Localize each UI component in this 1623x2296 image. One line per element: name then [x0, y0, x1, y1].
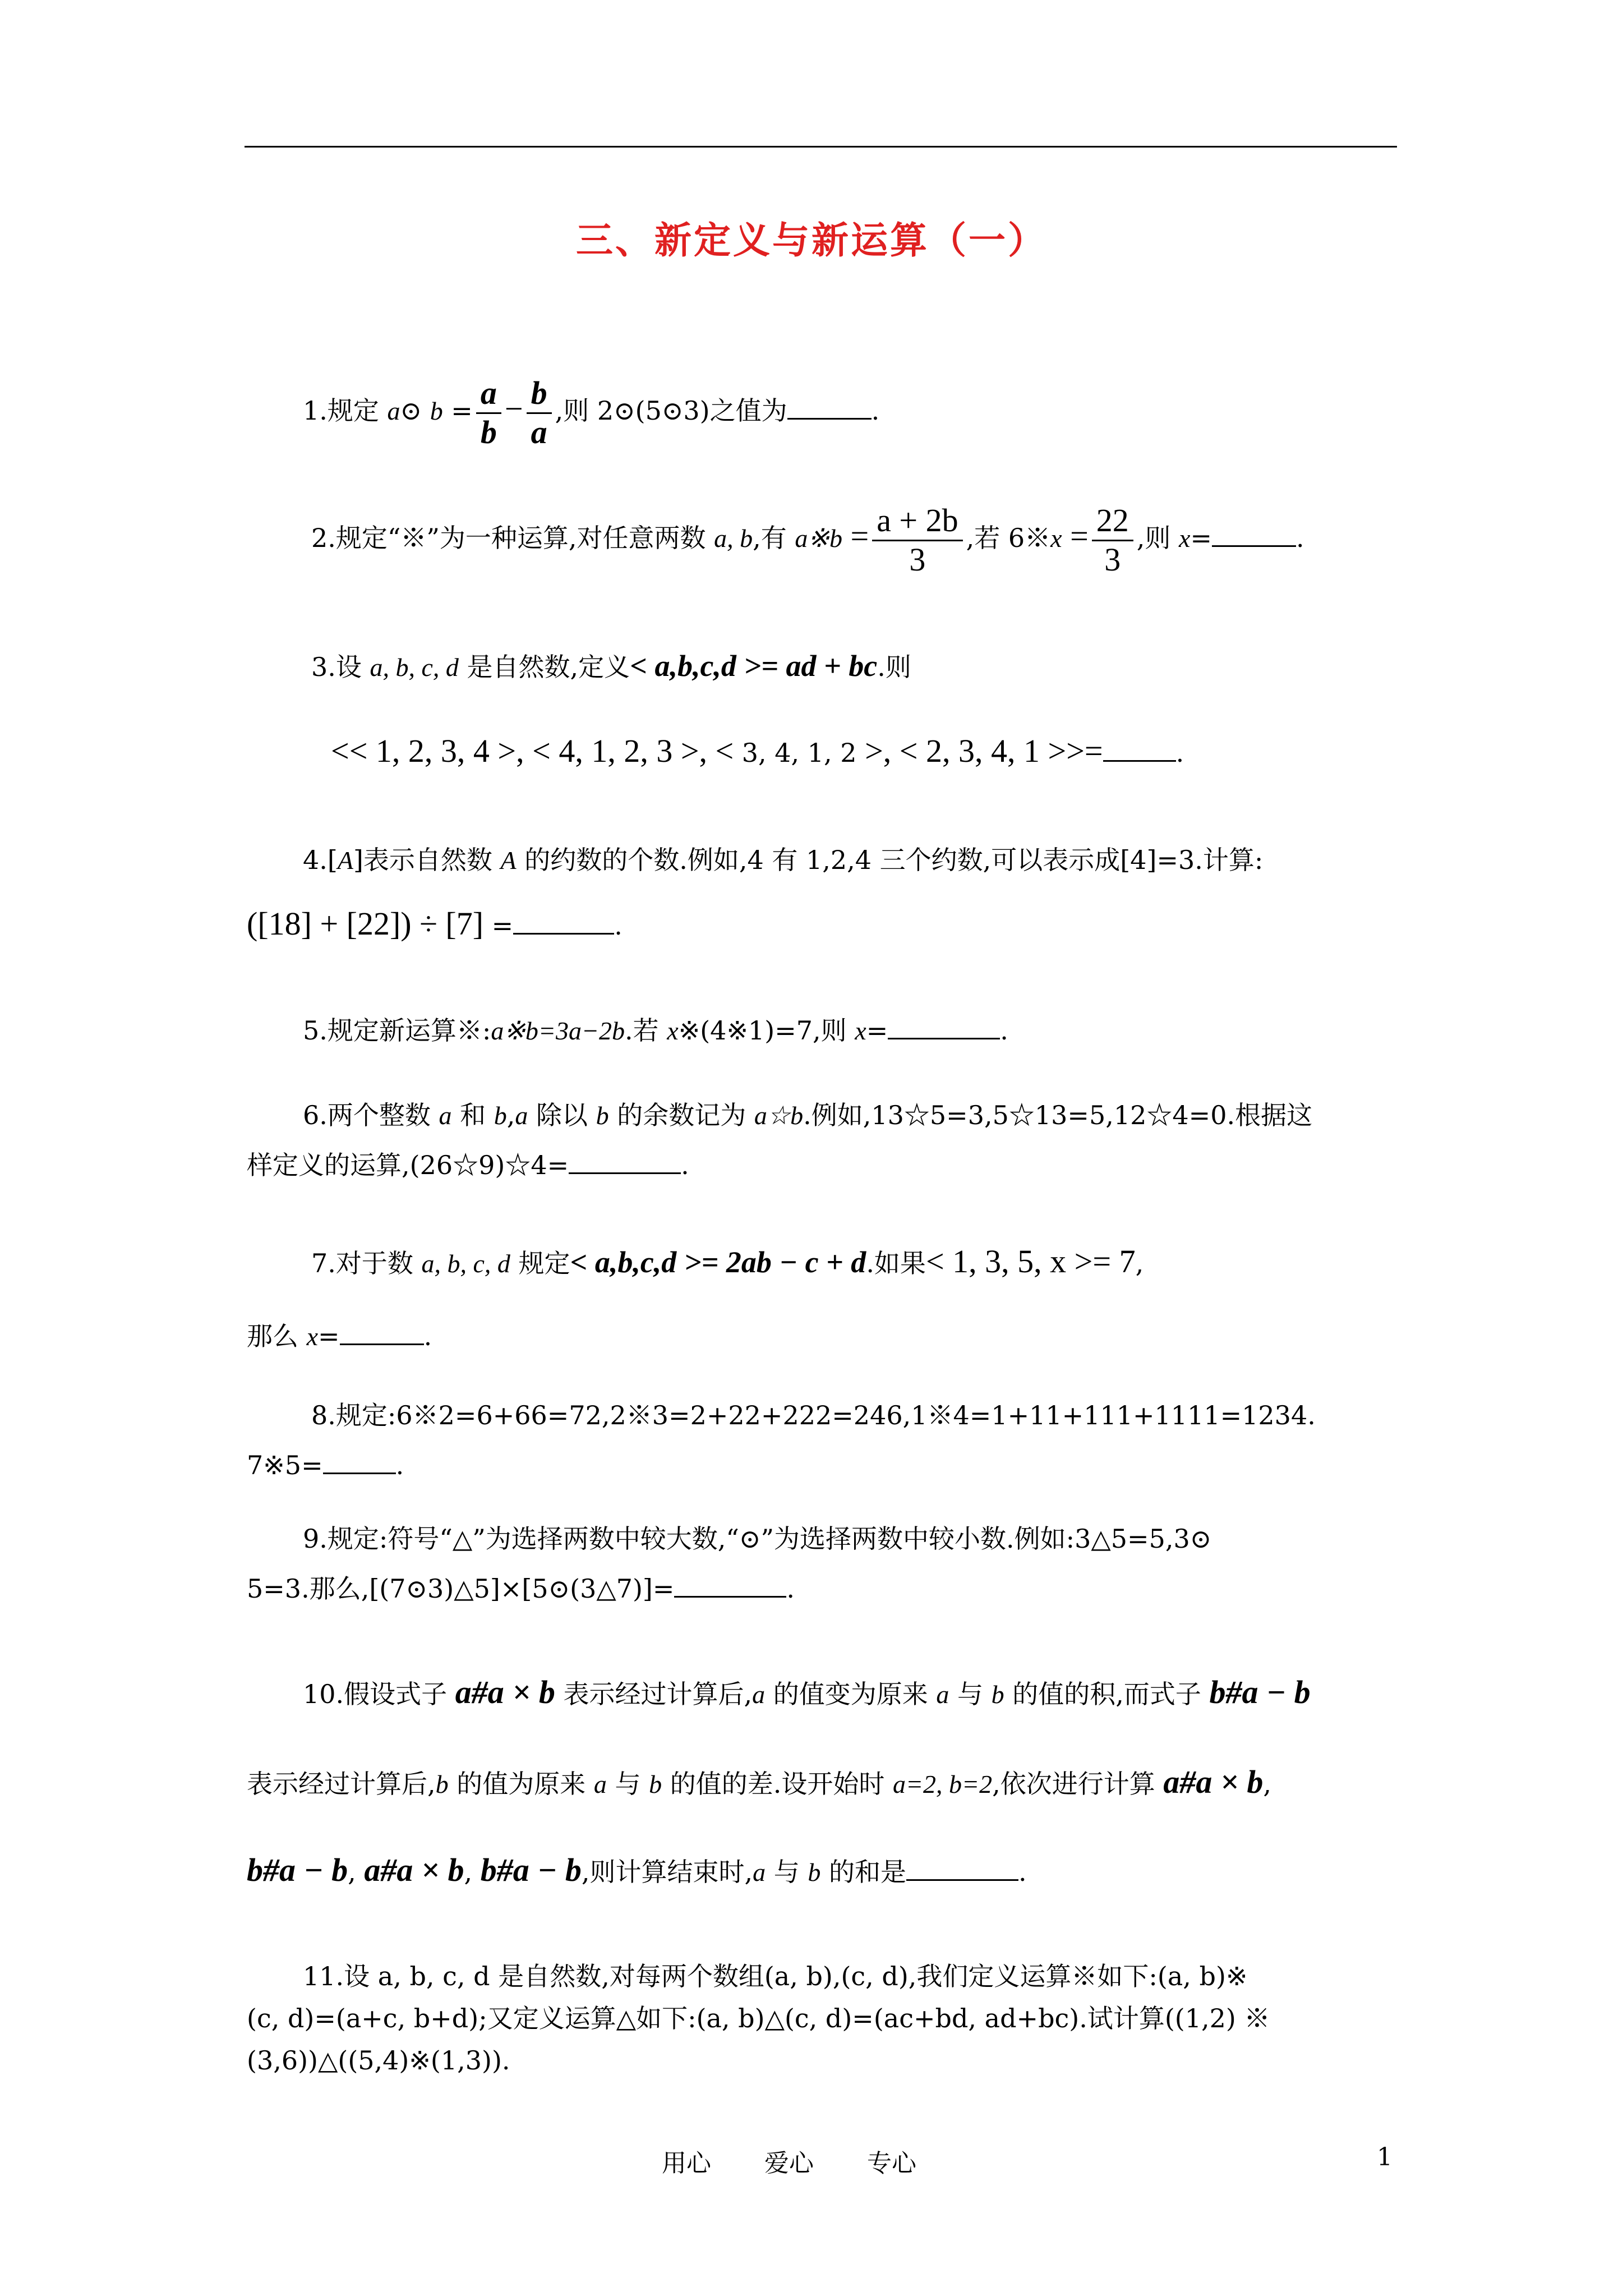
q3-line2-c: >, < 2, 3, 4, 1 >>=: [856, 733, 1103, 769]
q2-f-num: a + 2b: [872, 502, 962, 541]
q4-mid: ]表示自然数: [353, 845, 501, 875]
question-5: [303, 1015, 1008, 1044]
q3-end: .则: [877, 652, 911, 682]
q5-end: .: [1000, 1015, 1008, 1046]
q3-vars: a, b, c, d: [370, 653, 459, 682]
q10-l2-f: ,: [1263, 1769, 1272, 1799]
q5-mid: .若: [625, 1015, 667, 1046]
q2-eq: =: [842, 518, 869, 555]
q2-lhs: a※b: [795, 524, 842, 553]
question-10-line-2: [247, 1766, 1271, 1798]
q1-answer-blank[interactable]: [787, 395, 872, 420]
q2-f-den: 3: [909, 541, 926, 578]
q10-l1-d: 与: [949, 1679, 992, 1709]
q5-answer-blank[interactable]: [888, 1015, 1000, 1039]
page-title: 三、新定义与新运算（一）: [576, 218, 1047, 262]
q4-formula: ([18] + [22]) ÷ [7]: [247, 905, 484, 942]
q3-mid: 是自然数,定义: [458, 652, 630, 682]
q10-sep-1: ,: [348, 1857, 365, 1887]
q6-text-e: 的余数记为: [608, 1100, 754, 1130]
q2-eq2: =: [1062, 518, 1089, 555]
q1-end: .: [871, 395, 880, 426]
q6-text-d: 除以: [528, 1100, 596, 1130]
footer-word-1: 用心: [662, 2149, 711, 2178]
q1-minus: −: [504, 390, 523, 427]
q2-fraction-1: [872, 502, 962, 578]
q10-init: a=2, b=2: [893, 1770, 993, 1798]
q10-l1-a: 10.假设式子: [303, 1679, 455, 1709]
q10-var-b: b: [991, 1680, 1004, 1709]
question-3-line-2: [331, 735, 1184, 767]
question-10: [303, 1676, 1311, 1709]
q5-rest: ※(4※1)=7,则: [678, 1015, 855, 1046]
q10-l2-d: 的值的差.设开始时: [662, 1769, 893, 1799]
q1-fraction-1: [476, 375, 501, 451]
q6-text-a: 6.两个整数: [303, 1100, 439, 1130]
q2-fraction-2: [1092, 502, 1133, 578]
question-8: [311, 1402, 1316, 1428]
q1-f1-num: a: [476, 375, 501, 414]
page-number: 1: [1377, 2143, 1393, 2171]
q7-var-x: x: [306, 1322, 319, 1351]
q10-var-a3: a: [593, 1770, 607, 1798]
q2-mid3: ,则: [1136, 523, 1179, 554]
q1-var-a: a: [387, 397, 400, 426]
q7-formula: < a,b,c,d >= 2ab − c + d: [570, 1245, 866, 1279]
q1-f2-num: b: [527, 375, 552, 414]
q6-text-f: .例如,13☆5=3,5☆13=5,12☆4=0.根据这: [803, 1100, 1313, 1130]
q6-var-a: a: [439, 1101, 452, 1130]
q9-line1: 9.规定:符号“△”为选择两数中较大数,“⊙”为选择两数中较小数.例如:3△5=5,3⊙: [303, 1524, 1212, 1554]
q10-formula-3: a#a × b: [1163, 1764, 1264, 1800]
q10-sep-2: ,: [464, 1857, 481, 1887]
q10-end: .: [1018, 1857, 1027, 1887]
footer-word-2: 爱心: [764, 2149, 814, 2178]
q2-f2-den: 3: [1104, 541, 1121, 578]
q7-line2-end: .: [423, 1321, 432, 1351]
q7-answer-blank[interactable]: [340, 1321, 424, 1345]
q1-fraction-2: [527, 375, 552, 451]
q10-l2-a: 表示经过计算后,: [247, 1769, 436, 1799]
q3-prefix: 3.设: [311, 652, 370, 682]
q8-line2: 7※5=: [247, 1450, 323, 1480]
question-1: [303, 375, 879, 451]
q10-l1-e: 的值的积,而式子: [1004, 1679, 1210, 1709]
q1-f1-den: b: [480, 413, 497, 450]
question-11-line-3: [247, 2045, 510, 2076]
q2-mid2: ,若 6※: [966, 523, 1051, 554]
footer-word-3: 专心: [867, 2149, 916, 2178]
question-6-line-2: [247, 1150, 689, 1178]
question-4: [303, 847, 1263, 873]
q5-formula: a※b=3a−2b: [491, 1016, 625, 1045]
q10-l3-b: 与: [766, 1857, 808, 1887]
question-8-line-2: [247, 1450, 404, 1478]
q10-formula-5: a#a × b: [364, 1852, 464, 1888]
q6-var-b: b: [494, 1101, 507, 1130]
q3-line2-b: 3, 4, 1, 2: [741, 738, 857, 768]
q2-end: .: [1296, 523, 1304, 554]
q1-f2-den: a: [531, 413, 547, 450]
q10-var-a2: a: [936, 1680, 949, 1709]
q4-rest: 的约数的个数.例如,4 有 1,2,4 三个约数,可以表示成[4]=3.计算:: [516, 845, 1264, 875]
q10-formula-1: a#a × b: [455, 1674, 555, 1710]
q8-answer-blank[interactable]: [323, 1450, 396, 1474]
q5-var-x: x: [667, 1016, 679, 1045]
q2-answer-blank[interactable]: [1212, 523, 1296, 547]
q10-l1-b: 表示经过计算后,: [555, 1679, 753, 1709]
q10-l3-c: 的和是: [820, 1857, 906, 1887]
question-11-line-2: [247, 2005, 1270, 2031]
q3-line2-end: .: [1175, 738, 1184, 768]
q11-line3: (3,6))△((5,4)※(1,3)).: [247, 2045, 510, 2076]
q6-line2: 样定义的运算,(26☆9)☆4=: [247, 1150, 569, 1180]
q5-var-x2: x: [855, 1016, 866, 1045]
q1-var-b: b: [430, 397, 443, 426]
q7-mid: 规定: [510, 1248, 570, 1278]
q4-end: .: [614, 910, 623, 941]
q10-l2-c: 与: [606, 1769, 649, 1799]
q2-f2-num: 22: [1092, 502, 1133, 541]
q10-answer-blank[interactable]: [906, 1857, 1018, 1881]
q6-var-b2: b: [596, 1101, 609, 1130]
question-7-line-2: [247, 1321, 432, 1350]
question-7: [311, 1245, 1144, 1278]
q6-answer-blank[interactable]: [569, 1150, 681, 1174]
q4-eq: =: [483, 910, 514, 941]
q1-eq: =: [442, 395, 473, 426]
q9-answer-blank[interactable]: [674, 1573, 786, 1598]
question-9-line-2: [247, 1573, 795, 1602]
q6-text-c: ,: [506, 1100, 515, 1130]
q7-line2-a: 那么: [247, 1321, 307, 1351]
q10-var-b3: b: [649, 1770, 662, 1798]
q11-line2: (c, d)=(a+c, b+d);又定义运算△如下:(a, b)△(c, d)=(ac+bd, ad+bc).试计算((1,2) ※: [247, 2003, 1270, 2033]
q7-formula2: < 1, 3, 5, x >= 7: [925, 1243, 1136, 1280]
question-4-line-2: [247, 905, 623, 942]
question-3: [311, 651, 911, 681]
q9-line2: 5=3.那么,[(7⊙3)△5]×[5⊙(3△7)]=: [247, 1573, 675, 1604]
q7-prefix: 7.对于数: [311, 1248, 422, 1278]
q2-var-x2: x: [1179, 524, 1191, 553]
q8-line1: 8.规定:6※2=6+66=72,2※3=2+22+222=246,1※4=1+11+111+1111=1234.: [311, 1400, 1316, 1430]
question-6: [303, 1102, 1312, 1129]
q10-formula-6: b#a − b: [480, 1852, 582, 1888]
q10-var-b4: b: [808, 1858, 821, 1887]
q10-var-b2: b: [435, 1770, 449, 1798]
q10-l3-a: ,则计算结束时,: [581, 1857, 753, 1887]
question-10-line-3: [247, 1854, 1027, 1887]
question-9: [303, 1526, 1211, 1552]
q2-mid: ,有: [753, 523, 795, 554]
q7-end: ,: [1135, 1248, 1144, 1278]
q6-var-a2: a: [515, 1101, 528, 1130]
q10-l2-b: 的值为原来: [448, 1769, 594, 1799]
q10-l2-e: ,依次进行计算: [992, 1769, 1164, 1799]
header-rule: [245, 146, 1397, 148]
question-2: [311, 502, 1304, 578]
q3-line2-a: << 1, 2, 3, 4 >, < 4, 1, 2, 3 >, <: [331, 733, 742, 769]
page-footer: [662, 2143, 970, 2179]
q3-formula: < a,b,c,d >= ad + bc: [630, 649, 878, 683]
q1-op: ⊙: [400, 395, 422, 426]
q2-prefix: 2.规定“※”为一种运算,对任意两数: [311, 523, 714, 554]
question-11: [303, 1963, 1247, 1989]
q4-var-A: A: [337, 846, 353, 875]
q10-formula-4: b#a − b: [247, 1852, 348, 1888]
q7-line2-b: =: [318, 1321, 340, 1351]
q5-eq: =: [866, 1015, 888, 1046]
q9-end: .: [786, 1573, 795, 1604]
q4-var-A2: A: [500, 846, 517, 875]
q10-var-a4: a: [753, 1858, 766, 1887]
q1-prefix: 1.规定: [303, 395, 388, 426]
q6-expr: a☆b: [754, 1101, 804, 1130]
q10-l1-c: 的值变为原来: [765, 1679, 937, 1709]
q4-answer-blank[interactable]: [513, 910, 614, 935]
q10-var-a: a: [752, 1680, 766, 1709]
q10-formula-2: b#a − b: [1209, 1674, 1311, 1710]
q2-var-x: x: [1050, 524, 1062, 553]
q6-text-b: 和: [451, 1100, 494, 1130]
q7-mid2: .如果: [866, 1248, 926, 1278]
q1-suffix: ,则 2⊙(5⊙3)之值为: [555, 395, 787, 426]
q7-vars: a, b, c, d: [421, 1249, 510, 1278]
q3-answer-blank[interactable]: [1103, 738, 1176, 762]
q2-eq3: =: [1190, 523, 1212, 554]
q4-prefix: 4.[: [303, 845, 338, 875]
q2-vars: a, b: [714, 524, 753, 553]
q11-line1: 11.设 a, b, c, d 是自然数,对每两个数组(a, b),(c, d),我们定义运算※如下:(a, b)※: [303, 1961, 1248, 1991]
q5-prefix: 5.规定新运算※:: [303, 1015, 491, 1046]
q8-end: .: [395, 1450, 404, 1480]
q6-end: .: [681, 1150, 689, 1180]
